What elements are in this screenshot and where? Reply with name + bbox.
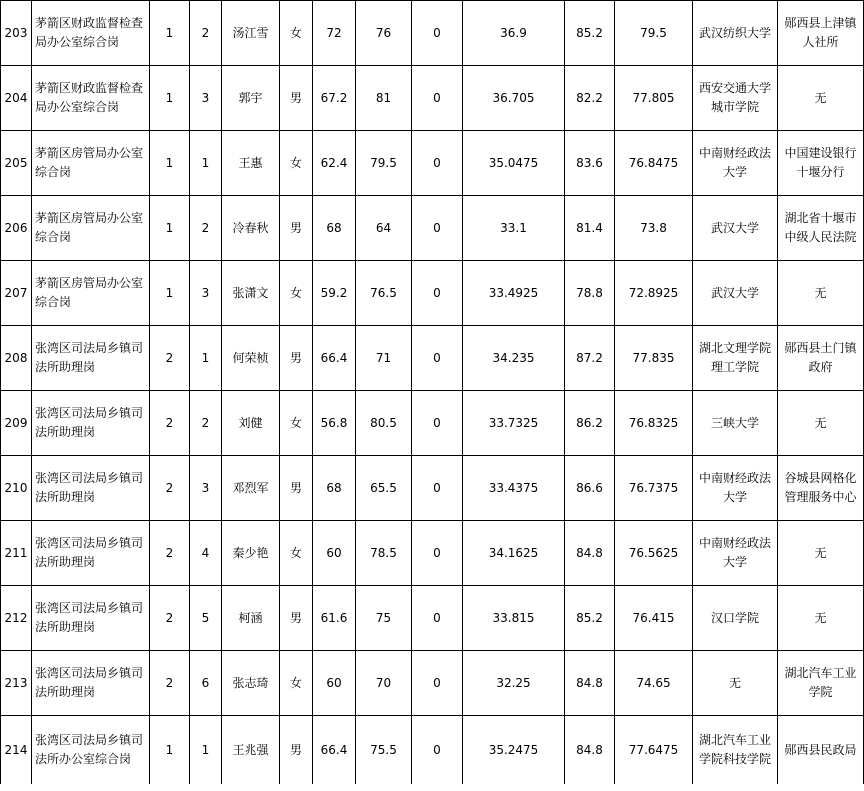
interview-score-cell: 75	[356, 586, 412, 651]
position-cell: 张湾区司法局乡镇司法所助理岗	[32, 456, 150, 521]
written-score-cell: 68	[313, 196, 356, 261]
school-cell: 中南财经政法大学	[693, 521, 778, 586]
bonus-points-cell: 0	[412, 716, 463, 785]
hire-count-cell: 2	[150, 326, 190, 391]
gender-cell: 女	[280, 1, 313, 66]
hire-count-cell: 1	[150, 1, 190, 66]
row-number-cell: 209	[1, 391, 32, 456]
total-score-cell: 77.805	[615, 66, 693, 131]
hire-count-cell: 1	[150, 196, 190, 261]
bonus-points-cell: 0	[412, 196, 463, 261]
row-number-cell: 210	[1, 456, 32, 521]
row-number-cell: 212	[1, 586, 32, 651]
school-cell: 汉口学院	[693, 586, 778, 651]
total-score-cell: 77.6475	[615, 716, 693, 785]
total-score-cell: 76.7375	[615, 456, 693, 521]
interview-score-cell: 70	[356, 651, 412, 716]
interview-score-cell: 75.5	[356, 716, 412, 785]
total-score-cell: 76.8325	[615, 391, 693, 456]
total-score-cell: 73.8	[615, 196, 693, 261]
bonus-points-cell: 0	[412, 1, 463, 66]
row-number-cell: 204	[1, 66, 32, 131]
position-cell: 茅箭区房管局办公室综合岗	[32, 131, 150, 196]
table-row	[1, 1, 864, 66]
hire-count-cell: 2	[150, 456, 190, 521]
bonus-points-cell: 0	[412, 326, 463, 391]
row-number-cell: 208	[1, 326, 32, 391]
employer-cell: 无	[778, 586, 864, 651]
assessment-score-cell: 85.2	[565, 586, 615, 651]
written-score-cell: 60	[313, 651, 356, 716]
name-cell: 王兆强	[222, 716, 280, 785]
school-cell: 中南财经政法大学	[693, 131, 778, 196]
interview-score-cell: 76	[356, 1, 412, 66]
assessment-score-cell: 84.8	[565, 521, 615, 586]
written-score-cell: 56.8	[313, 391, 356, 456]
table-row	[1, 261, 864, 326]
rank-cell: 2	[190, 1, 222, 66]
position-cell: 张湾区司法局乡镇司法所助理岗	[32, 326, 150, 391]
assessment-score-cell: 84.8	[565, 716, 615, 785]
school-cell: 三峡大学	[693, 391, 778, 456]
hire-count-cell: 1	[150, 66, 190, 131]
position-cell: 张湾区司法局乡镇司法所办公室综合岗	[32, 716, 150, 785]
table-row	[1, 716, 864, 785]
employer-cell: 谷城县网格化管理服务中心	[778, 456, 864, 521]
interview-score-cell: 71	[356, 326, 412, 391]
rank-cell: 1	[190, 716, 222, 785]
rank-cell: 1	[190, 131, 222, 196]
rank-cell: 2	[190, 391, 222, 456]
school-cell: 武汉大学	[693, 261, 778, 326]
interview-score-cell: 80.5	[356, 391, 412, 456]
name-cell: 刘健	[222, 391, 280, 456]
bonus-points-cell: 0	[412, 521, 463, 586]
position-cell: 茅箭区财政监督检查局办公室综合岗	[32, 1, 150, 66]
assessment-score-cell: 86.2	[565, 391, 615, 456]
position-cell: 茅箭区财政监督检查局办公室综合岗	[32, 66, 150, 131]
weighted-exam-score-cell: 34.235	[463, 326, 565, 391]
hire-count-cell: 1	[150, 261, 190, 326]
employer-cell: 中国建设银行十堰分行	[778, 131, 864, 196]
school-cell: 湖北文理学院理工学院	[693, 326, 778, 391]
interview-score-cell: 81	[356, 66, 412, 131]
employer-cell: 无	[778, 521, 864, 586]
assessment-score-cell: 86.6	[565, 456, 615, 521]
school-cell: 无	[693, 651, 778, 716]
name-cell: 冷春秋	[222, 196, 280, 261]
assessment-score-cell: 87.2	[565, 326, 615, 391]
bonus-points-cell: 0	[412, 456, 463, 521]
table-row	[1, 196, 864, 261]
school-cell: 西安交通大学城市学院	[693, 66, 778, 131]
total-score-cell: 72.8925	[615, 261, 693, 326]
written-score-cell: 60	[313, 521, 356, 586]
hire-count-cell: 1	[150, 131, 190, 196]
weighted-exam-score-cell: 36.9	[463, 1, 565, 66]
table-row	[1, 391, 864, 456]
position-cell: 茅箭区房管局办公室综合岗	[32, 196, 150, 261]
rank-cell: 3	[190, 456, 222, 521]
employer-cell: 郧西县上津镇人社所	[778, 1, 864, 66]
table-row	[1, 586, 864, 651]
rank-cell: 3	[190, 261, 222, 326]
school-cell: 湖北汽车工业学院科技学院	[693, 716, 778, 785]
table-row	[1, 456, 864, 521]
total-score-cell: 79.5	[615, 1, 693, 66]
name-cell: 张志琦	[222, 651, 280, 716]
bonus-points-cell: 0	[412, 651, 463, 716]
gender-cell: 女	[280, 651, 313, 716]
gender-cell: 男	[280, 66, 313, 131]
table-row	[1, 131, 864, 196]
position-cell: 张湾区司法局乡镇司法所助理岗	[32, 651, 150, 716]
written-score-cell: 66.4	[313, 326, 356, 391]
hire-count-cell: 2	[150, 521, 190, 586]
rank-cell: 5	[190, 586, 222, 651]
hire-count-cell: 2	[150, 391, 190, 456]
gender-cell: 男	[280, 456, 313, 521]
written-score-cell: 68	[313, 456, 356, 521]
school-cell: 中南财经政法大学	[693, 456, 778, 521]
gender-cell: 男	[280, 716, 313, 785]
table-body	[1, 1, 864, 785]
written-score-cell: 61.6	[313, 586, 356, 651]
interview-score-cell: 78.5	[356, 521, 412, 586]
weighted-exam-score-cell: 35.0475	[463, 131, 565, 196]
row-number-cell: 214	[1, 716, 32, 785]
employer-cell: 湖北汽车工业学院	[778, 651, 864, 716]
total-score-cell: 77.835	[615, 326, 693, 391]
total-score-cell: 76.415	[615, 586, 693, 651]
total-score-cell: 76.8475	[615, 131, 693, 196]
employer-cell: 郧西县土门镇政府	[778, 326, 864, 391]
name-cell: 秦少艳	[222, 521, 280, 586]
bonus-points-cell: 0	[412, 586, 463, 651]
employer-cell: 郧西县民政局	[778, 716, 864, 785]
rank-cell: 1	[190, 326, 222, 391]
weighted-exam-score-cell: 33.7325	[463, 391, 565, 456]
written-score-cell: 72	[313, 1, 356, 66]
interview-score-cell: 76.5	[356, 261, 412, 326]
rank-cell: 6	[190, 651, 222, 716]
position-cell: 张湾区司法局乡镇司法所助理岗	[32, 391, 150, 456]
gender-cell: 女	[280, 521, 313, 586]
row-number-cell: 206	[1, 196, 32, 261]
written-score-cell: 66.4	[313, 716, 356, 785]
table-row	[1, 326, 864, 391]
name-cell: 何荣桢	[222, 326, 280, 391]
position-cell: 张湾区司法局乡镇司法所助理岗	[32, 586, 150, 651]
bonus-points-cell: 0	[412, 391, 463, 456]
gender-cell: 男	[280, 196, 313, 261]
school-cell: 武汉大学	[693, 196, 778, 261]
row-number-cell: 211	[1, 521, 32, 586]
name-cell: 王惠	[222, 131, 280, 196]
bonus-points-cell: 0	[412, 131, 463, 196]
employer-cell: 湖北省十堰市中级人民法院	[778, 196, 864, 261]
assessment-score-cell: 83.6	[565, 131, 615, 196]
weighted-exam-score-cell: 33.1	[463, 196, 565, 261]
interview-score-cell: 64	[356, 196, 412, 261]
weighted-exam-score-cell: 34.1625	[463, 521, 565, 586]
bonus-points-cell: 0	[412, 261, 463, 326]
hire-count-cell: 1	[150, 716, 190, 785]
name-cell: 郭宇	[222, 66, 280, 131]
weighted-exam-score-cell: 33.4925	[463, 261, 565, 326]
position-cell: 张湾区司法局乡镇司法所助理岗	[32, 521, 150, 586]
gender-cell: 女	[280, 261, 313, 326]
table-row	[1, 521, 864, 586]
rank-cell: 3	[190, 66, 222, 131]
name-cell: 邓烈军	[222, 456, 280, 521]
assessment-score-cell: 85.2	[565, 1, 615, 66]
total-score-cell: 76.5625	[615, 521, 693, 586]
assessment-score-cell: 84.8	[565, 651, 615, 716]
name-cell: 柯涵	[222, 586, 280, 651]
name-cell: 汤江雪	[222, 1, 280, 66]
position-cell: 茅箭区房管局办公室综合岗	[32, 261, 150, 326]
gender-cell: 男	[280, 586, 313, 651]
total-score-cell: 74.65	[615, 651, 693, 716]
gender-cell: 女	[280, 131, 313, 196]
table-row	[1, 66, 864, 131]
assessment-score-cell: 78.8	[565, 261, 615, 326]
weighted-exam-score-cell: 32.25	[463, 651, 565, 716]
written-score-cell: 62.4	[313, 131, 356, 196]
table-row	[1, 651, 864, 716]
school-cell: 武汉纺织大学	[693, 1, 778, 66]
row-number-cell: 207	[1, 261, 32, 326]
gender-cell: 女	[280, 391, 313, 456]
row-number-cell: 203	[1, 1, 32, 66]
weighted-exam-score-cell: 33.815	[463, 586, 565, 651]
weighted-exam-score-cell: 35.2475	[463, 716, 565, 785]
gender-cell: 男	[280, 326, 313, 391]
assessment-score-cell: 82.2	[565, 66, 615, 131]
interview-score-cell: 65.5	[356, 456, 412, 521]
written-score-cell: 67.2	[313, 66, 356, 131]
employer-cell: 无	[778, 391, 864, 456]
weighted-exam-score-cell: 36.705	[463, 66, 565, 131]
written-score-cell: 59.2	[313, 261, 356, 326]
interview-score-cell: 79.5	[356, 131, 412, 196]
hire-count-cell: 2	[150, 586, 190, 651]
rank-cell: 2	[190, 196, 222, 261]
row-number-cell: 213	[1, 651, 32, 716]
hire-count-cell: 2	[150, 651, 190, 716]
employer-cell: 无	[778, 261, 864, 326]
name-cell: 张潇文	[222, 261, 280, 326]
assessment-score-cell: 81.4	[565, 196, 615, 261]
bonus-points-cell: 0	[412, 66, 463, 131]
rank-cell: 4	[190, 521, 222, 586]
row-number-cell: 205	[1, 131, 32, 196]
employer-cell: 无	[778, 66, 864, 131]
weighted-exam-score-cell: 33.4375	[463, 456, 565, 521]
